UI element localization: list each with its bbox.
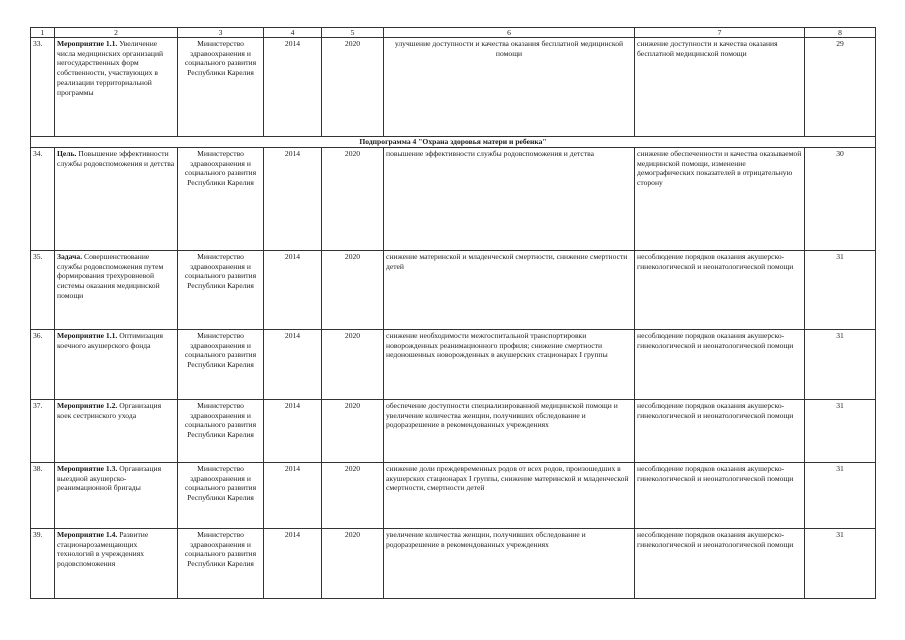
consequences: несоблюдение порядков оказания акушерско-гинекологической и неонатологической помощи — [635, 529, 805, 599]
end-year: 2020 — [322, 529, 384, 599]
end-year: 2020 — [322, 148, 384, 251]
expected-result: увеличение количества женщин, получивших обследование и родоразрешение в рекомендованных учреждениях — [384, 529, 635, 599]
activity-label: Мероприятие 1.2. — [57, 401, 118, 410]
expected-result: снижение доли преждевременных родов от всех родов, произошедших в акушерских стационарах I группы, снижение материнской и младенческой смертности, смертности детей — [384, 463, 635, 529]
activity-label: Мероприятие 1.3. — [57, 464, 118, 473]
executor: Министерство здравоохранения и социального развития Республики Карелия — [178, 463, 264, 529]
consequences: снижение обеспеченности и качества оказываемой медицинской помощи, изменение демографических показателей в отрицательную сторону — [635, 148, 805, 251]
table-row — [31, 330, 876, 400]
column-number-4: 4 — [264, 28, 322, 38]
table-row — [31, 529, 876, 599]
end-year: 2020 — [322, 330, 384, 400]
program-table — [30, 27, 876, 599]
activity-text: Организация выездной акушерско-реанимационной бригады — [57, 464, 162, 493]
start-year: 2014 — [264, 529, 322, 599]
consequences: несоблюдение порядков оказания акушерско-гинекологической и неонатологической помощи — [635, 400, 805, 463]
activity-description — [55, 251, 178, 330]
expected-result: улучшение доступности и качества оказания бесплатной медицинской помощи — [384, 38, 635, 137]
consequences: несоблюдение порядков оказания акушерско-гинекологической и неонатологической помощи — [635, 330, 805, 400]
column-number-7: 7 — [635, 28, 805, 38]
column-number-6: 6 — [384, 28, 635, 38]
activity-text: Развитие стационарозамещающих технологий в учреждениях родовспоможения — [57, 530, 149, 569]
table-row — [31, 463, 876, 529]
expected-result: повышение эффективности службы родовспоможения и детства — [384, 148, 635, 251]
consequences: несоблюдение порядков оказания акушерско-гинекологической и неонатологической помощи — [635, 251, 805, 330]
executor: Министерство здравоохранения и социального развития Республики Карелия — [178, 529, 264, 599]
start-year: 2014 — [264, 463, 322, 529]
end-year: 2020 — [322, 463, 384, 529]
executor: Министерство здравоохранения и социального развития Республики Карелия — [178, 251, 264, 330]
table-row — [31, 38, 876, 137]
activity-label: Мероприятие 1.1. — [57, 331, 118, 340]
activity-text: Совершенствование службы родовспоможения путем формирования трехуровневой системы оказания медицинской помощи — [57, 252, 164, 300]
activity-label: Цель. — [57, 149, 77, 158]
expected-result: обеспечение доступности специализированной медицинской помощи и увеличение количества женщин, получивших обследование и родоразрешение в рекомендованных учреждениях — [384, 400, 635, 463]
activity-text: Увеличение числа медицинских организаций негосударственных форм собственности, участвующих в реализации территориальной программы — [57, 39, 164, 97]
start-year: 2014 — [264, 38, 322, 137]
activity-label: Мероприятие 1.4. — [57, 530, 118, 539]
row-number: 36. — [31, 330, 55, 400]
activity-text: Повышение эффективности службы родовспоможения и детства — [57, 149, 175, 168]
table-row — [31, 251, 876, 330]
activity-label: Задача. — [57, 252, 83, 261]
activity-text: Организация коек сестринского ухода — [57, 401, 162, 420]
activity-description — [55, 38, 178, 137]
executor: Министерство здравоохранения и социального развития Республики Карелия — [178, 330, 264, 400]
consequences: снижение доступности и качества оказания бесплатной медицинской помощи — [635, 38, 805, 137]
end-year: 2020 — [322, 400, 384, 463]
start-year: 2014 — [264, 148, 322, 251]
expected-result: снижение необходимости межгоспитальной транспортировки новорожденных реанимационного профиля; снижение смертности недоношенных новорожденных в акушерских стационарах I группы — [384, 330, 635, 400]
subprogram-title: Подпрограмма 4 "Охрана здоровья матери и ребенка" — [31, 137, 876, 148]
activity-description — [55, 148, 178, 251]
activity-description — [55, 463, 178, 529]
table-row — [31, 148, 876, 251]
activity-text: Оптимизация коечного акушерского фонда — [57, 331, 164, 350]
consequences: несоблюдение порядков оказания акушерско-гинекологической и неонатологической помощи — [635, 463, 805, 529]
column-number-row — [31, 28, 876, 38]
subprogram-heading-row — [31, 137, 876, 148]
activity-description — [55, 330, 178, 400]
end-year: 2020 — [322, 38, 384, 137]
row-number: 38. — [31, 463, 55, 529]
indicator-ref: 30 — [805, 148, 876, 251]
column-number-1: 1 — [31, 28, 55, 38]
end-year: 2020 — [322, 251, 384, 330]
executor: Министерство здравоохранения и социального развития Республики Карелия — [178, 148, 264, 251]
row-number: 37. — [31, 400, 55, 463]
indicator-ref: 31 — [805, 463, 876, 529]
start-year: 2014 — [264, 251, 322, 330]
row-number: 39. — [31, 529, 55, 599]
row-number: 35. — [31, 251, 55, 330]
indicator-ref: 31 — [805, 400, 876, 463]
start-year: 2014 — [264, 330, 322, 400]
indicator-ref: 31 — [805, 529, 876, 599]
column-number-8: 8 — [805, 28, 876, 38]
indicator-ref: 29 — [805, 38, 876, 137]
indicator-ref: 31 — [805, 330, 876, 400]
row-number: 34. — [31, 148, 55, 251]
start-year: 2014 — [264, 400, 322, 463]
executor: Министерство здравоохранения и социального развития Республики Карелия — [178, 400, 264, 463]
executor: Министерство здравоохранения и социального развития Республики Карелия — [178, 38, 264, 137]
column-number-2: 2 — [55, 28, 178, 38]
table-row — [31, 400, 876, 463]
column-number-5: 5 — [322, 28, 384, 38]
column-number-3: 3 — [178, 28, 264, 38]
expected-result: снижение материнской и младенческой смертности, снижение смертности детей — [384, 251, 635, 330]
row-number: 33. — [31, 38, 55, 137]
activity-description — [55, 529, 178, 599]
indicator-ref: 31 — [805, 251, 876, 330]
activity-label: Мероприятие 1.1. — [57, 39, 118, 48]
activity-description — [55, 400, 178, 463]
